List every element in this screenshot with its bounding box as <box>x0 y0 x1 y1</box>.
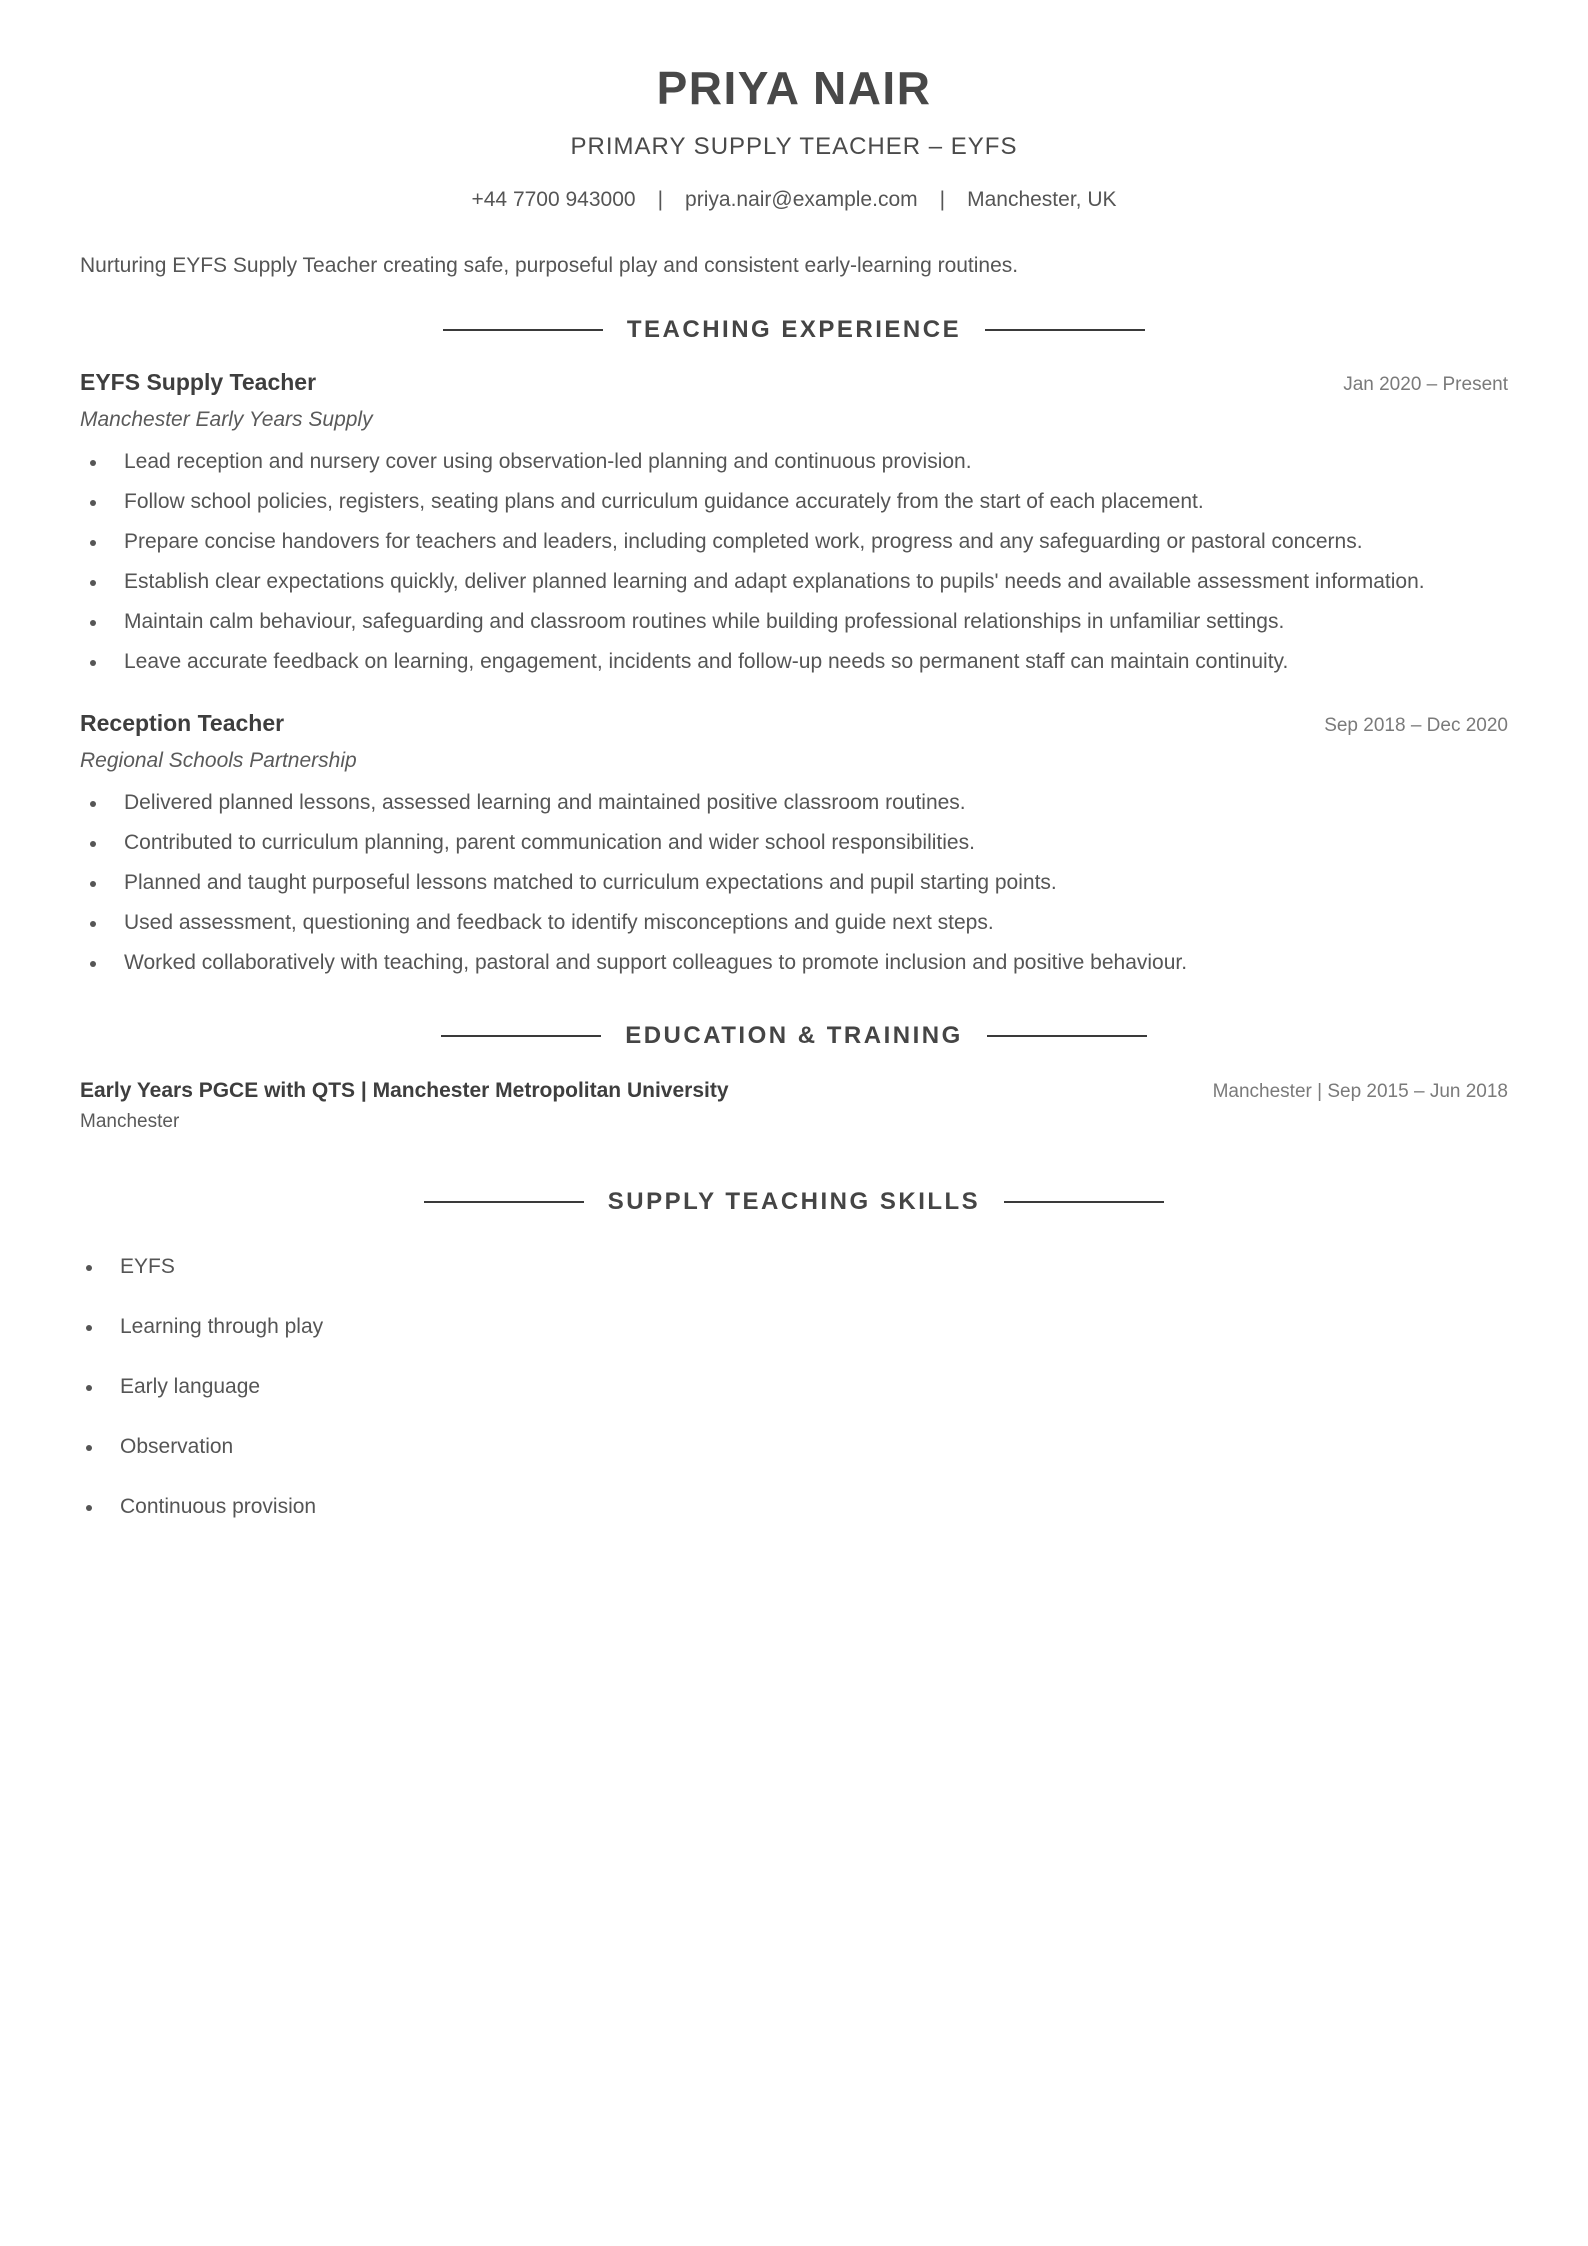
job-header <box>80 367 1508 398</box>
contact-phone: +44 7700 943000 <box>471 188 636 211</box>
job-entry <box>80 367 1508 682</box>
list-item: Observation <box>80 1433 1508 1461</box>
job-bullet-list <box>80 442 1508 682</box>
list-item: Learning through play <box>80 1313 1508 1341</box>
candidate-role: PRIMARY SUPPLY TEACHER – EYFS <box>570 133 1018 160</box>
contact-location: Manchester, UK <box>967 188 1117 211</box>
contact-separator: | <box>939 188 946 211</box>
education-title: Early Years PGCE with QTS | Manchester Metropolitan University <box>80 1079 729 1102</box>
job-title: EYFS Supply Teacher <box>80 369 317 395</box>
list-item: Continuous provision <box>80 1493 1508 1521</box>
list-item: Prepare concise handovers for teachers and leaders, including completed work, progress and any safeguarding or pastoral concerns. <box>80 522 1508 562</box>
list-item: Follow school policies, registers, seating plans and curriculum guidance accurately from the start of each placement. <box>80 482 1508 522</box>
heading-rule-left <box>443 329 603 331</box>
section-heading-education <box>80 1021 1508 1051</box>
education-meta: Manchester | Sep 2015 – Jun 2018 <box>1212 1081 1508 1102</box>
job-organisation: Manchester Early Years Supply <box>80 408 373 431</box>
education-location: Manchester <box>80 1111 180 1132</box>
contact-separator: | <box>657 188 664 211</box>
contact-email: priya.nair@example.com <box>685 188 918 211</box>
candidate-name: PRIYA NAIR <box>656 62 932 114</box>
job-dates: Jan 2020 – Present <box>1343 374 1508 395</box>
section-heading-label: SUPPLY TEACHING SKILLS <box>607 1188 981 1215</box>
job-organisation: Regional Schools Partnership <box>80 749 357 772</box>
summary-text: Nurturing EYFS Supply Teacher creating safe, purposeful play and consistent early-learning routines. <box>80 254 1019 277</box>
heading-rule-right <box>985 329 1145 331</box>
contact-line <box>80 186 1508 214</box>
list-item: Early language <box>80 1373 1508 1401</box>
list-item: Contributed to curriculum planning, parent communication and wider school responsibilities. <box>80 823 1508 863</box>
section-heading-experience <box>80 315 1508 345</box>
education-entry <box>80 1077 1508 1135</box>
resume-page <box>80 0 1508 1553</box>
list-item: Worked collaboratively with teaching, pastoral and support colleagues to promote inclusion and positive behaviour. <box>80 943 1508 983</box>
skills-list <box>80 1253 1508 1521</box>
section-heading-skills <box>80 1187 1508 1217</box>
list-item: Maintain calm behaviour, safeguarding and classroom routines while building professional relationships in unfamiliar settings. <box>80 602 1508 642</box>
list-item: EYFS <box>80 1253 1508 1281</box>
job-entry <box>80 708 1508 983</box>
list-item: Leave accurate feedback on learning, engagement, incidents and follow-up needs so permanent staff can maintain continuity. <box>80 642 1508 682</box>
section-heading-label: TEACHING EXPERIENCE <box>626 316 962 343</box>
section-heading-label: EDUCATION & TRAINING <box>625 1022 963 1049</box>
list-item: Used assessment, questioning and feedback to identify misconceptions and guide next steps. <box>80 903 1508 943</box>
heading-rule-left <box>424 1201 584 1203</box>
heading-rule-right <box>1004 1201 1164 1203</box>
heading-rule-left <box>441 1035 601 1037</box>
list-item: Delivered planned lessons, assessed learning and maintained positive classroom routines. <box>80 783 1508 823</box>
job-dates: Sep 2018 – Dec 2020 <box>1324 715 1508 736</box>
job-title: Reception Teacher <box>80 710 285 736</box>
heading-rule-right <box>987 1035 1147 1037</box>
list-item: Establish clear expectations quickly, deliver planned learning and adapt explanations to pupils' needs and available assessment information. <box>80 562 1508 602</box>
job-header <box>80 708 1508 739</box>
list-item: Planned and taught purposeful lessons matched to curriculum expectations and pupil starting points. <box>80 863 1508 903</box>
education-header <box>80 1077 1508 1105</box>
list-item: Lead reception and nursery cover using observation-led planning and continuous provision. <box>80 442 1508 482</box>
job-bullet-list <box>80 783 1508 983</box>
